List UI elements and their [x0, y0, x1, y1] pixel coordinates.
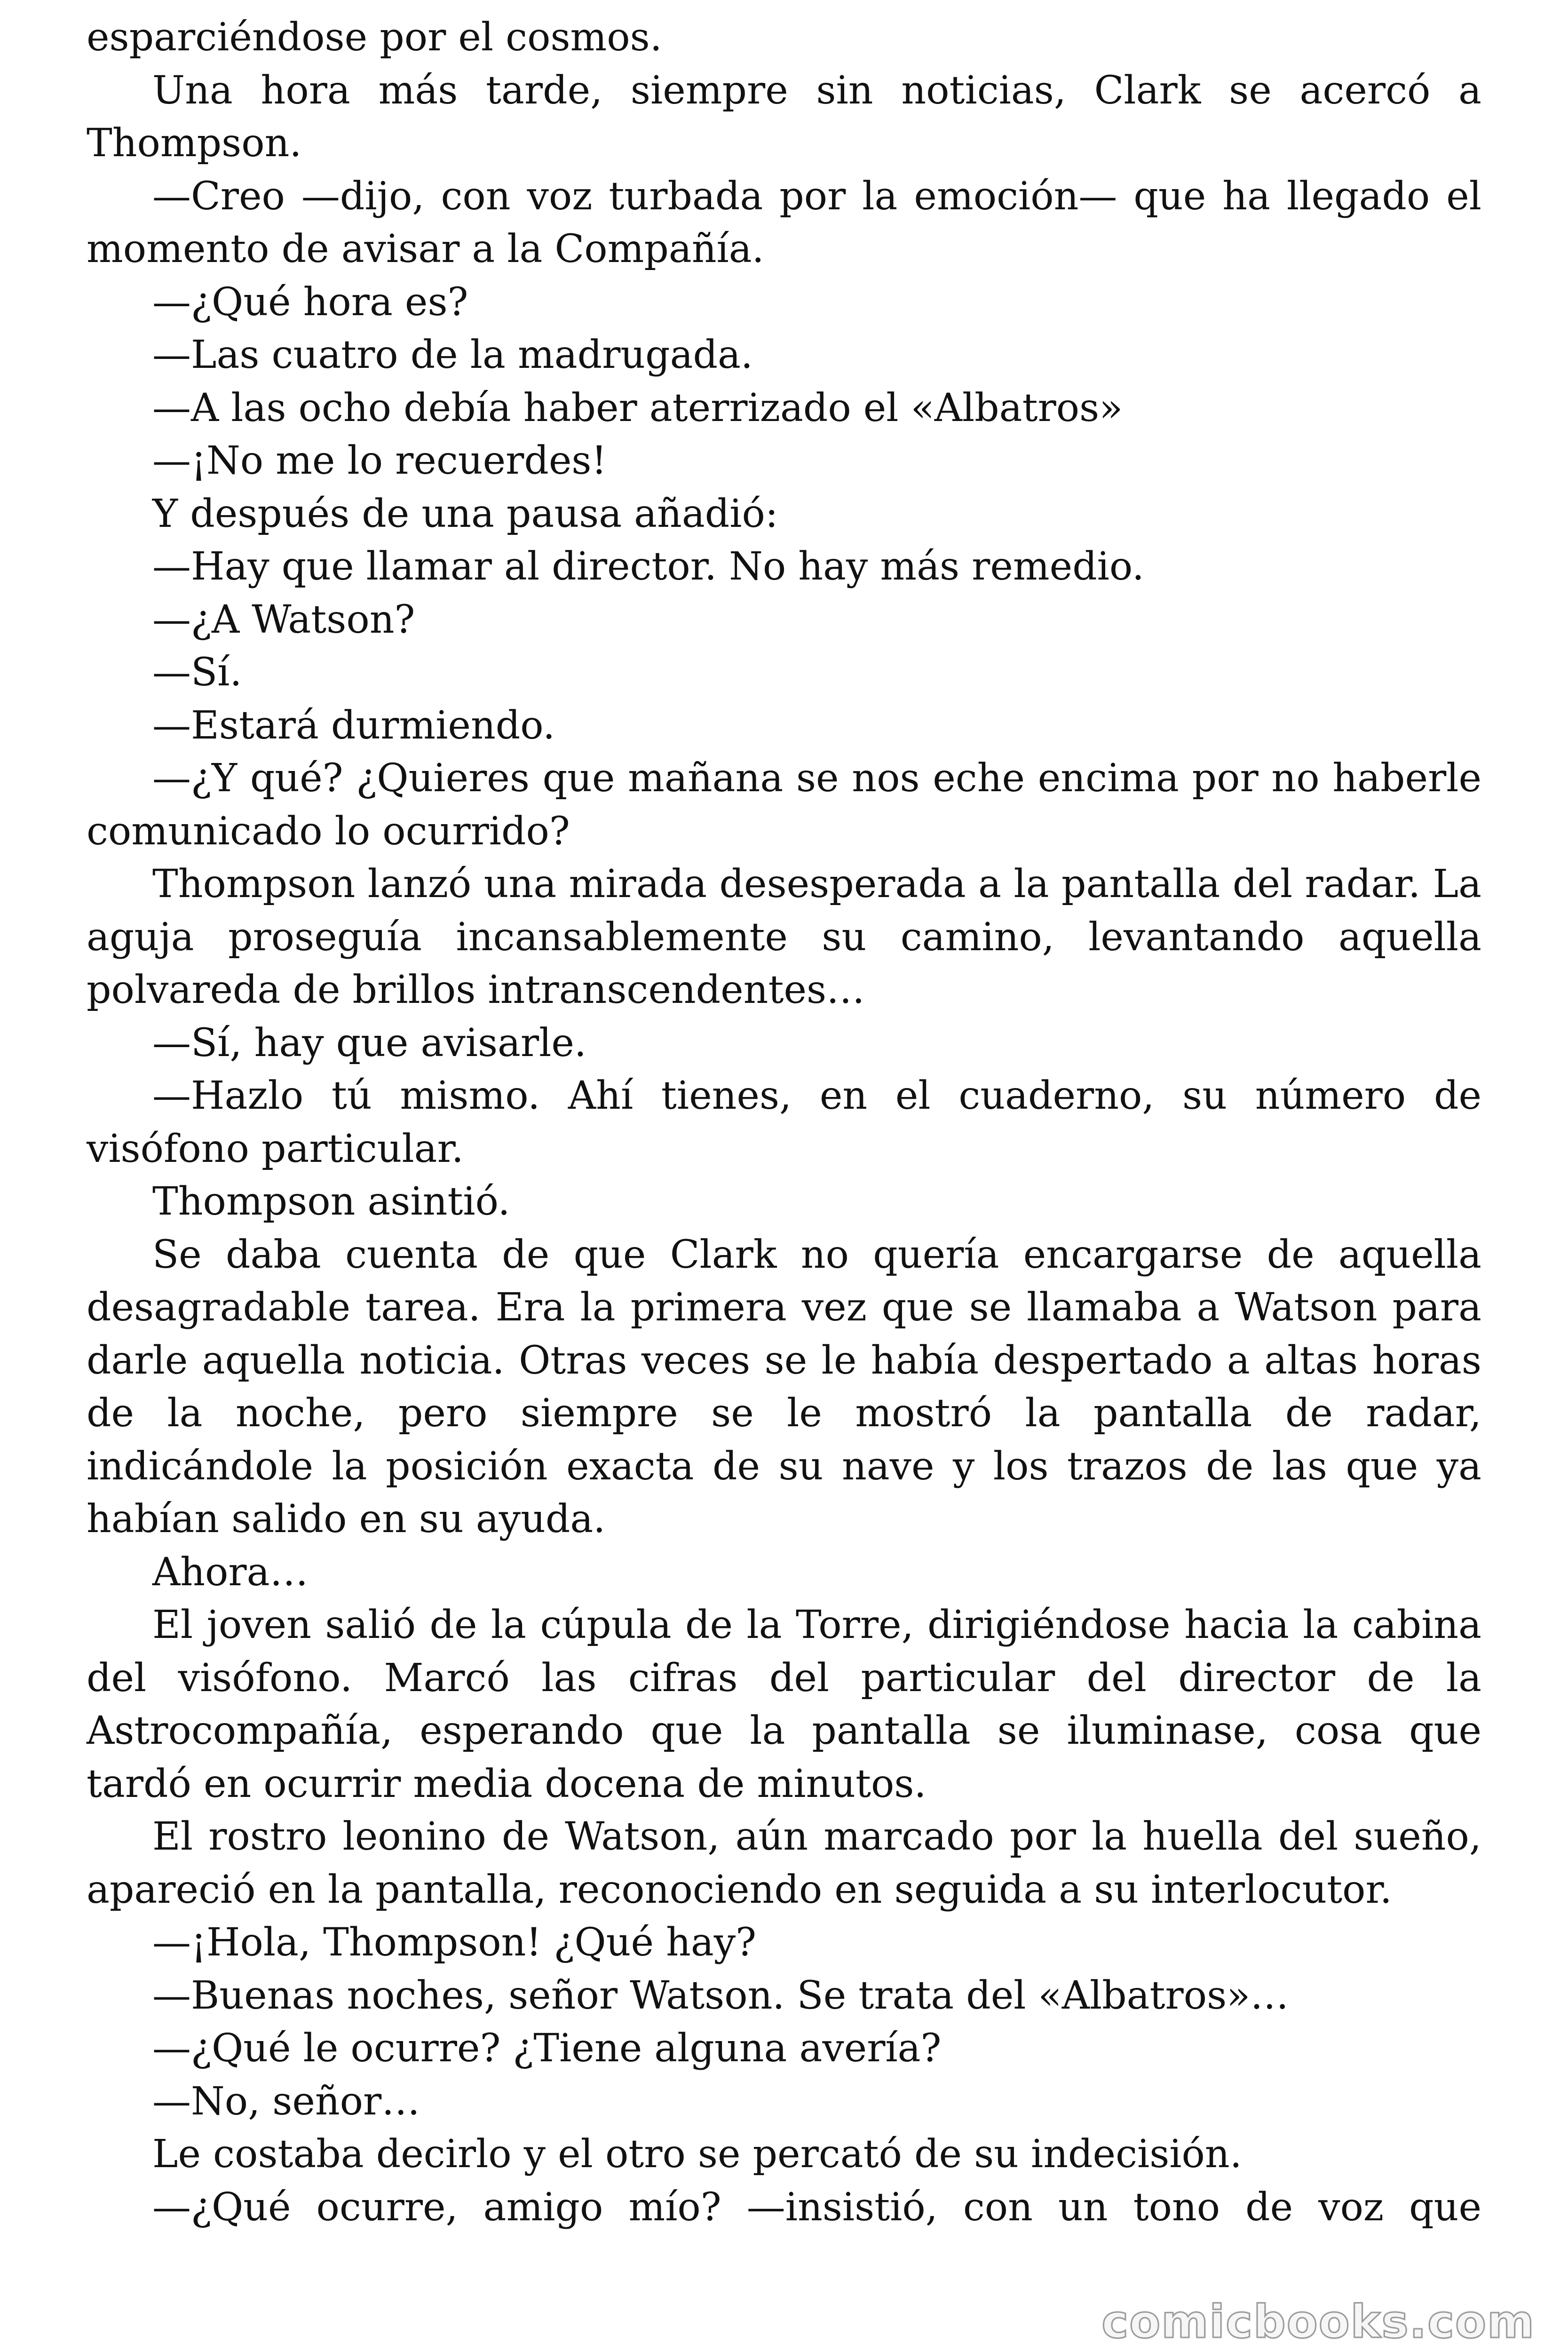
paragraph: Thompson asintió. [152, 1179, 510, 1224]
paragraph-dialogue: —¡No me lo recuerdes! [152, 438, 607, 483]
paragraph-dialogue: —¿Qué le ocurre? ¿Tiene alguna avería? [152, 2026, 942, 2071]
paragraph-dialogue: —Sí, hay que avisarle. [152, 1020, 586, 1065]
paragraph: El rostro leonino de Watson, aún marcado por la huella del sueño, apareció en la pantalla, reconociendo en seguida a su interlocutor. [87, 1814, 1481, 1912]
paragraph: Le costaba decirlo y el otro se percató de su indecisión. [152, 2132, 1242, 2177]
paragraph: El joven salió de la cúpula de la Torre, dirigiéndose hacia la cabina del visófono. Marcó las cifras del particular del director de la Astrocompañía, esperando que la pantalla se iluminase, cosa que tardó en ocurrir media docena de minutos. [87, 1603, 1481, 1806]
paragraph-dialogue: —Sí. [152, 650, 242, 695]
paragraph-dialogue: —¿Qué hora es? [152, 279, 468, 325]
paragraph-dialogue: —Las cuatro de la madrugada. [152, 333, 753, 377]
watermark-logo: comicbooks.com [1101, 2296, 1535, 2348]
paragraph-dialogue: —¡Hola, Thompson! ¿Qué hay? [152, 1920, 757, 1965]
paragraph-dialogue: —Estará durmiendo. [152, 703, 555, 748]
paragraph: Thompson lanzó una mirada desesperada a la pantalla del radar. La aguja proseguía incansablemente su camino, levantando aquella polvareda de brillos intranscendentes… [87, 862, 1481, 1012]
paragraph-dialogue: —A las ocho debía haber aterrizado el «Albatros» [152, 385, 1123, 430]
paragraph-dialogue: —¿A Watson? [152, 597, 415, 642]
paragraph: Se daba cuenta de que Clark no quería encargarse de aquella desagradable tarea. Era la primera vez que se llamaba a Watson para darle aquella noticia. Otras veces se le había despertado a altas horas de la noche, pero siempre se le mostró la pantalla de radar, indicándole la posición exacta de su nave y los trazos de las que ya habían salido en su ayuda. [87, 1232, 1481, 1542]
paragraph-dialogue-trailing: —¿Qué ocurre, amigo mío? —insistió, con un tono de voz que [152, 2185, 1481, 2230]
paragraph-dialogue: —Hay que llamar al director. No hay más remedio. [152, 544, 1144, 589]
book-page [87, 11, 1481, 2234]
paragraph-dialogue: —¿Y qué? ¿Quieres que mañana se nos eche encima por no haberle comunicado lo ocurrido? [87, 756, 1481, 854]
paragraph-dialogue: —Hazlo tú mismo. Ahí tienes, en el cuaderno, su número de visófono particular. [87, 1073, 1481, 1171]
paragraph-continuation: esparciéndose por el cosmos. [87, 15, 662, 60]
paragraph-dialogue: —Buenas noches, señor Watson. Se trata del «Albatros»… [152, 1973, 1289, 2018]
paragraph-dialogue: —Creo —dijo, con voz turbada por la emoción— que ha llegado el momento de avisar a la Compañía. [87, 174, 1481, 271]
paragraph: Ahora… [152, 1549, 309, 1595]
paragraph: Y después de una pausa añadió: [152, 491, 778, 536]
paragraph: Una hora más tarde, siempre sin noticias, Clark se acercó a Thompson. [87, 68, 1481, 166]
paragraph-dialogue: —No, señor… [152, 2079, 420, 2124]
